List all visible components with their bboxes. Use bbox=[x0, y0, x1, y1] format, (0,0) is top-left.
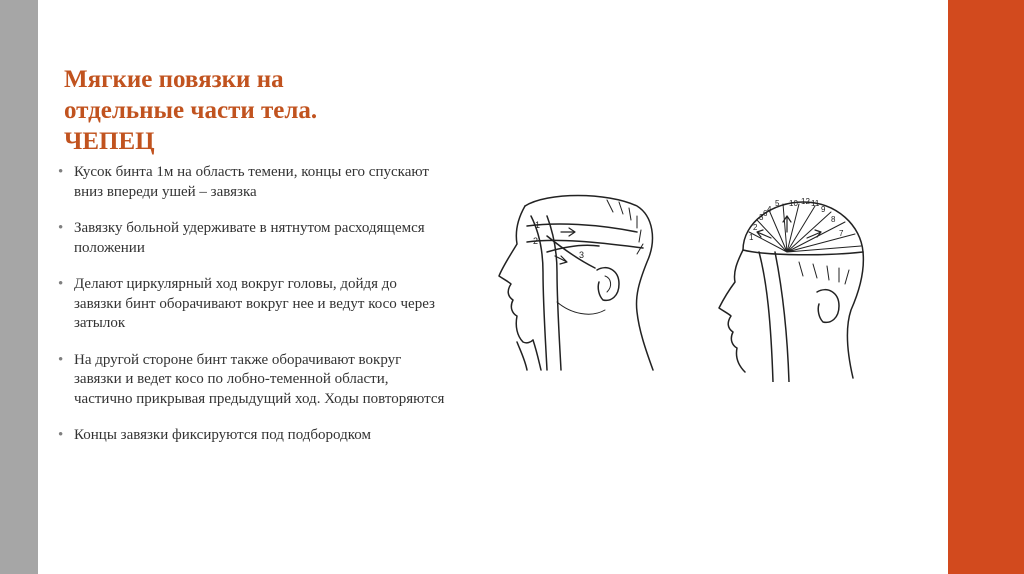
right-label-9: 9 bbox=[821, 205, 826, 214]
right-label-8: 8 bbox=[831, 215, 836, 224]
bullet-item: • Концы завязки фиксируются под подбородком bbox=[58, 426, 448, 446]
bullet-item: • Кусок бинта 1м на область темени, концы его спускают вниз впереди ушей – завязка bbox=[58, 163, 448, 202]
bullet-list bbox=[58, 163, 448, 446]
right-accent-bar bbox=[948, 0, 1024, 574]
right-label-7: 7 bbox=[839, 229, 844, 238]
left-side-bar bbox=[0, 0, 38, 574]
right-label-12: 12 bbox=[801, 197, 810, 206]
right-label-6: 6 bbox=[763, 209, 768, 218]
bullet-item: • Делают циркулярный ход вокруг головы, дойдя до завязки бинт оборачивают вокруг нее и ведут косо через затылок bbox=[58, 275, 448, 334]
bullet-item: • На другой стороне бинт также оборачивают вокруг завязки и ведет косо по лобно-теменной области, частично прикрывая предыдущий ход. Ходы повторяются bbox=[58, 351, 448, 410]
bandage-illustration bbox=[487, 192, 887, 382]
slide-title: Мягкие повязки на отдельные части тела. ЧЕПЕЦ bbox=[64, 66, 318, 155]
right-label-11: 11 bbox=[811, 199, 820, 208]
left-label-2: 2 bbox=[533, 236, 539, 246]
bullet-item: • Завязку больной удерживате в нятнутом расходящемся положении bbox=[58, 219, 448, 258]
left-head-figure bbox=[499, 196, 653, 371]
right-label-1: 1 bbox=[749, 233, 754, 242]
right-label-10: 10 bbox=[789, 199, 798, 208]
right-label-2: 2 bbox=[753, 223, 758, 232]
left-label-1: 1 bbox=[535, 220, 541, 230]
left-label-3: 3 bbox=[579, 250, 585, 260]
right-label-3: 3 bbox=[759, 213, 764, 222]
right-label-4: 4 bbox=[767, 205, 772, 214]
right-label-5: 5 bbox=[775, 199, 780, 208]
